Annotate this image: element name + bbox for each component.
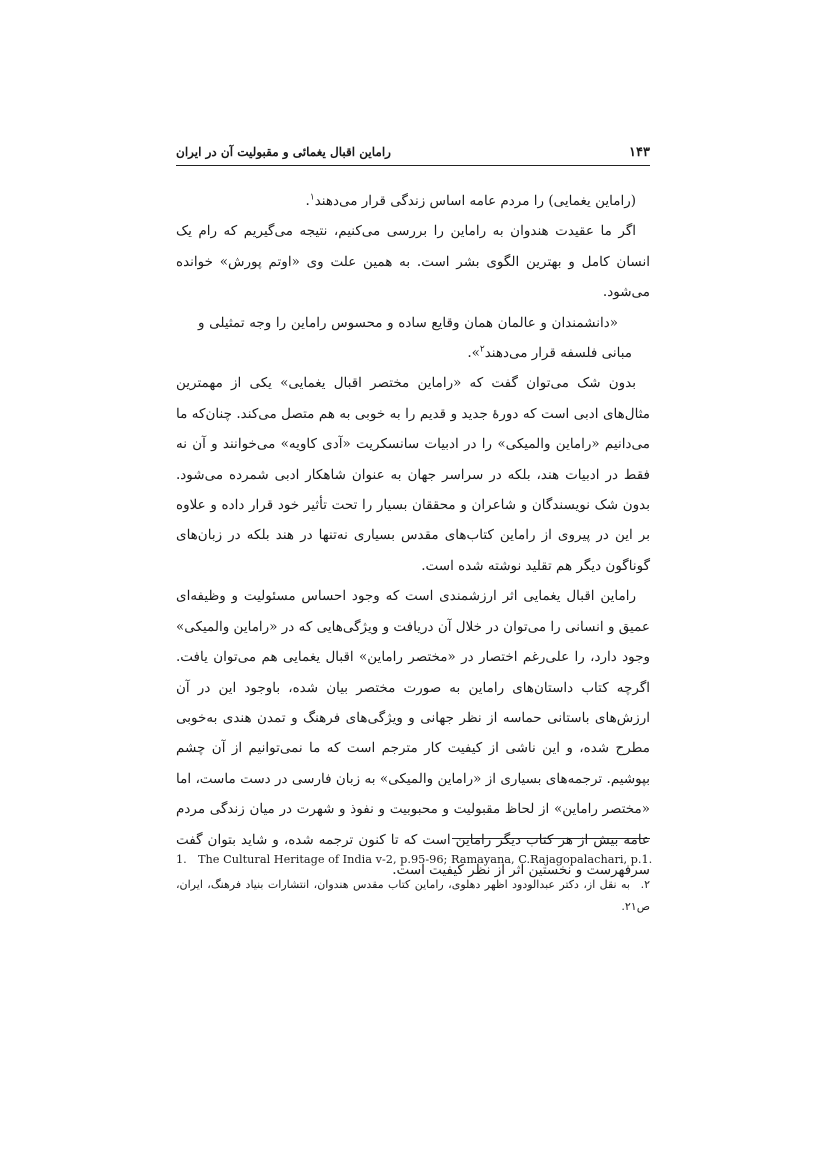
footnote-separator bbox=[452, 838, 650, 839]
footnote bbox=[176, 850, 653, 870]
footnote bbox=[176, 874, 650, 918]
footnote-number: ۲. bbox=[640, 878, 650, 891]
page-number: ۱۴۳ bbox=[629, 145, 650, 160]
paragraph-text: (راماین یغمایی) را مردم عامه اساس زندگی قرار می‌دهند bbox=[314, 193, 636, 209]
page-header bbox=[176, 145, 650, 166]
paragraph: اگر ما عقیدت هندوان به راماین را بررسی می‌کنیم، نتیجه می‌گیریم که رام یک انسان کامل و بهترین الگوی بشر است. به همین علت وی «اوتم پورش» خوانده می‌شود. bbox=[176, 223, 650, 301]
block-quote bbox=[176, 308, 650, 369]
paragraph: راماین اقبال یغمایی اثر ارزشمندی است که وجود احساس مسئولیت و وظیفه‌ای عمیق و انسانی را می‌توان در خلال آن دریافت و ویژگی‌هایی که در «راماین والمیکی» وجود دارد، را علی‌رغم اختصار در «مختصر راماین» اقبال یغمایی هم می‌توان یافت. اگرچه کتاب داستان‌های راماین به صورت مختصر بیان شده، باوجود این در آن ارزش‌های باستانی حماسه از نظر جهانی و ویژگی‌های فرهنگ و تمدن هندی به‌خوبی مطرح شده، و این ناشی از کیفیت کار مترجم است که ما نمی‌توانیم از آن چشم بپوشیم. ترجمه‌های بسیاری از «راماین والمیکی» به زبان فارسی در دست ماست، اما «مختصر راماین» از لحاظ مقبولیت و محبوبیت و نفوذ و شهرت در میان زندگی مردم عامه بیش از هر کتاب دیگر راماین است که تا کنون ترجمه شده، و شاید بتوان گفت سرفهرست و نخستین اثر از نظر کیفیت است. bbox=[176, 588, 650, 878]
paragraph-end: . bbox=[305, 193, 310, 209]
paragraph: بدون شک می‌توان گفت که «راماین مختصر اقبال یغمایی» یکی از مهمترین مثال‌های ادبی است که دورهٔ جدید و قدیم را به خوبی به هم متصل می‌کند. چنان‌که ما می‌دانیم «راماین والمیکی» را در ادبیات سانسکریت «آدی کاویه» می‌خوانند و آن نه فقط در ادبیات هند، بلکه در سراسر جهان به عنوان شاهکار ادبی شمرده می‌شود. بدون شک نویسندگان و شاعران و محققان بسیار را تحت تأثیر خود قرار داده و علاوه بر این در پیروی از راماین کتاب‌های مقدس بسیاری نه‌تنها در هند بلکه در زبان‌های گوناگون دیگر هم تقلید نوشته شده است. bbox=[176, 375, 650, 574]
footnote-ref-1: ۱ bbox=[309, 192, 315, 203]
footnote-text: به نقل از، دکتر عبدالودود اظهر دهلوی، راماین کتاب مقدس هندوان، انتشارات بنیاد فرهنگ، ایران، ص۲۱. bbox=[176, 878, 650, 913]
footnote-text: The Cultural Heritage of India v-2, p.95-96; Ramayana, C.Rajagopalachari, p.1. bbox=[198, 853, 653, 866]
footnote-number: 1. bbox=[176, 853, 187, 866]
running-title: راماین اقبال یغمائی و مقبولیت آن در ایران bbox=[176, 145, 391, 159]
body-text bbox=[176, 186, 653, 885]
footnote-ref-2: ۲ bbox=[479, 344, 485, 355]
quote-text: «دانشمندان و عالمان همان وقایع ساده و محسوس راماین را وجه تمثیلی و مبانی فلسفه قرار می‌دهند bbox=[198, 314, 632, 362]
paragraph-continuation bbox=[176, 186, 650, 216]
quote-end: ». bbox=[467, 345, 480, 362]
